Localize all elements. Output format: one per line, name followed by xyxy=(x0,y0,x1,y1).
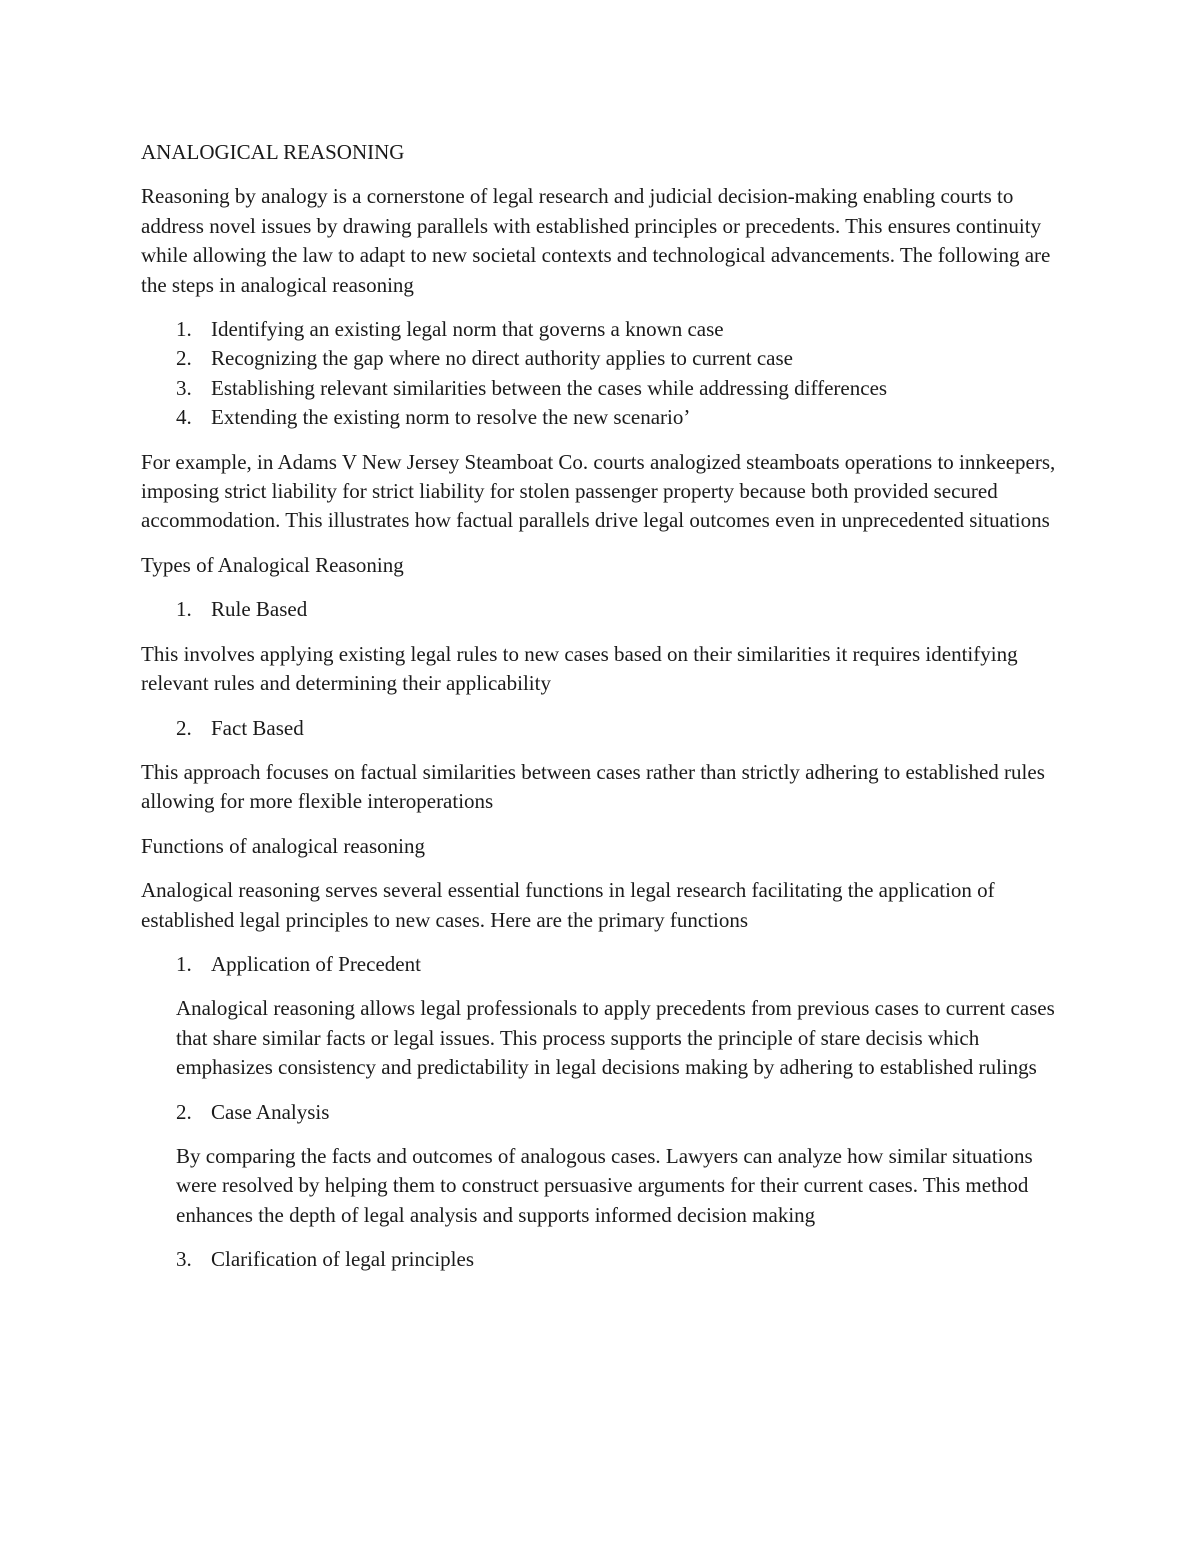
list-item xyxy=(141,315,1061,344)
list-number: 1. xyxy=(176,951,192,976)
function-item xyxy=(141,1245,1061,1274)
list-number: 2. xyxy=(176,715,192,740)
list-number: 3. xyxy=(176,1247,192,1272)
list-number: 2. xyxy=(176,346,192,371)
steps-list xyxy=(141,315,1061,433)
document-page xyxy=(141,138,1061,1290)
list-number: 1. xyxy=(176,597,192,622)
function-label: Application of Precedent xyxy=(211,951,421,976)
function-description: Analogical reasoning allows legal professionals to apply precedents from previous cases to current cases that share similar facts or legal issues. This process supports the principle of stare decisis which emphasizes consistency and predictability in legal decisions making by adhering to established rulings xyxy=(176,996,1055,1080)
type-label: Fact Based xyxy=(211,715,304,740)
list-item xyxy=(141,403,1061,432)
list-item-text: Recognizing the gap where no direct authority applies to current case xyxy=(211,346,793,371)
function-label: Clarification of legal principles xyxy=(211,1247,474,1272)
intro-paragraph: Reasoning by analogy is a cornerstone of legal research and judicial decision-making enabling courts to address novel issues by drawing parallels with established principles or precedents. This ensures continuity while allowing the law to adapt to new societal contexts and technological advancements. The following are the steps in analogical reasoning xyxy=(141,184,1051,297)
type-item xyxy=(141,595,1061,624)
function-item xyxy=(141,1098,1061,1127)
function-item xyxy=(141,950,1061,979)
document-title: ANALOGICAL REASONING xyxy=(141,140,405,164)
list-number: 1. xyxy=(176,317,192,342)
list-item-text: Establishing relevant similarities between the cases while addressing differences xyxy=(211,375,888,400)
list-number: 2. xyxy=(176,1099,192,1124)
list-item-text: Extending the existing norm to resolve the new scenario’ xyxy=(211,405,691,430)
type-item xyxy=(141,714,1061,743)
types-heading: Types of Analogical Reasoning xyxy=(141,552,404,577)
example-paragraph: For example, in Adams V New Jersey Steamboat Co. courts analogized steamboats operations to innkeepers, imposing strict liability for strict liability for stolen passenger property because both provided secured accommodation. This illustrates how factual parallels drive legal outcomes even in unprecedented situations xyxy=(141,449,1056,533)
function-label: Case Analysis xyxy=(211,1099,330,1124)
list-item xyxy=(141,344,1061,373)
list-item xyxy=(141,374,1061,403)
type-description: This approach focuses on factual similarities between cases rather than strictly adhering to established rules allowing for more flexible interoperations xyxy=(141,759,1045,814)
function-description: By comparing the facts and outcomes of analogous cases. Lawyers can analyze how similar situations were resolved by helping them to construct persuasive arguments for their current cases. This method enhances the depth of legal analysis and supports informed decision making xyxy=(176,1143,1033,1227)
list-item-text: Identifying an existing legal norm that governs a known case xyxy=(211,317,724,342)
list-number: 3. xyxy=(176,375,192,400)
functions-heading: Functions of analogical reasoning xyxy=(141,833,426,858)
type-label: Rule Based xyxy=(211,597,308,622)
type-description: This involves applying existing legal rules to new cases based on their similarities it requires identifying relevant rules and determining their applicability xyxy=(141,641,1018,696)
functions-intro: Analogical reasoning serves several essential functions in legal research facilitating the application of established legal principles to new cases. Here are the primary functions xyxy=(141,878,995,932)
list-number: 4. xyxy=(176,405,192,430)
